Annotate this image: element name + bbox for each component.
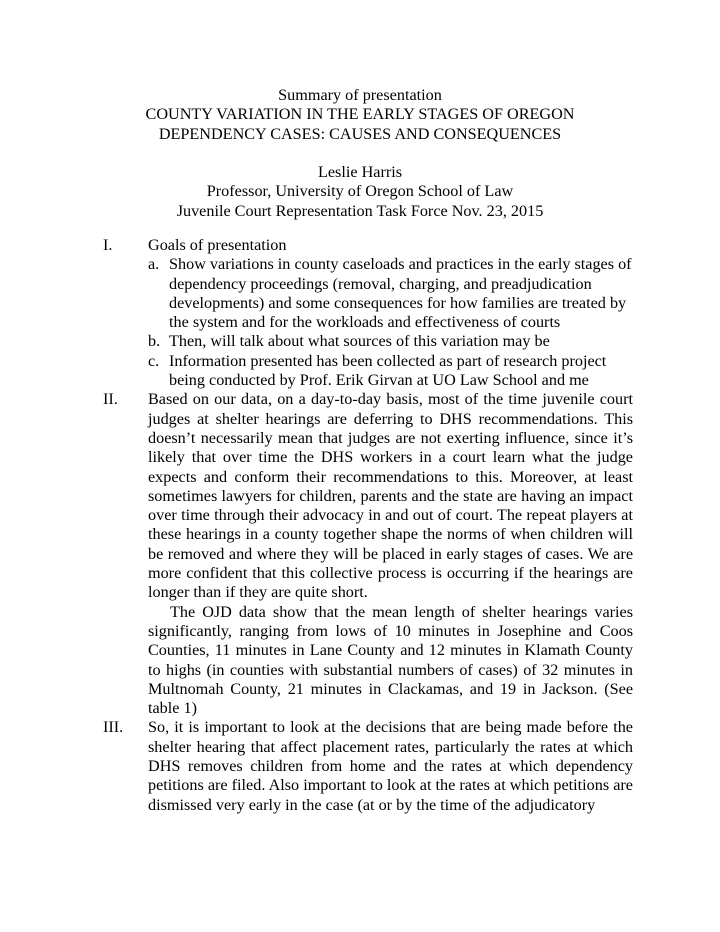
list-item-text: Information presented has been collected as part of research project being conducted by Prof. Erik Girvan at UO Law School and me (169, 351, 607, 390)
section-1 (0, 236, 720, 390)
section-paragraph: Based on our data, on a day-to-day basis, most of the time juvenile court judges at shelter hearings are deferring to DHS recommendations. This doesn’t necessarily mean that judges are not exerting influence, since it’s likely that over time the DHS workers in a court learn what the judge expects and conform their recommendations to this. Moreover, at least sometimes lawyers for children, parents and the state are having an impact over time through their advocacy in and out of court. The repeat players at these hearings in a county together shape the norms of when children will be removed and where they will be placed in early stages of cases. We are more confident that this collective process is occurring if the hearings are longer than if they are quite short. (148, 390, 633, 602)
author-affiliation: Professor, University of Oregon School of Law (206, 182, 514, 201)
author-name: Leslie Harris (317, 163, 403, 182)
list-item (148, 255, 634, 332)
summary-label: Summary of presentation (278, 86, 442, 104)
section-number: II. (103, 390, 118, 409)
sub-list (0, 255, 720, 390)
list-item-text: Then, will talk about what sources of this variation may be (169, 332, 550, 351)
document-header (0, 86, 720, 221)
list-item-text: Show variations in county caseloads and practices in the early stages of dependency proceedings (removal, charging, and preadjudication developments) and some consequences for how families are treated by the system and for the workloads and effectiveness of courts (169, 255, 632, 332)
section-paragraph: The OJD data show that the mean length of shelter hearings varies significantly, ranging from lows of 10 minutes in Josephine and Coos Counties, 11 minutes in Lane County and 12 minutes in Klamath County to highs (in counties with substantial numbers of cases) of 32 minutes in Multnomah County, 21 minutes in Clackamas, and 19 in Jackson. (See table 1) (148, 602, 633, 718)
section-number: III. (103, 718, 124, 737)
list-item-letter: c. (148, 351, 160, 370)
list-item (148, 332, 634, 351)
list-item-letter: b. (148, 332, 161, 351)
event-line: Juvenile Court Representation Task Force Nov. 23, 2015 (176, 201, 544, 220)
section-paragraph: So, it is important to look at the decisions that are being made before the shelter hearing that affect placement rates, particularly the rates at which DHS removes children from home and the rates at which dependency petitions are filed. Also important to look at the rates at which petitions are dismissed very early in the case (at or by the time of the adjudicatory (148, 718, 633, 814)
outline (0, 236, 720, 815)
section-3 (0, 718, 720, 814)
header-spacer (0, 144, 720, 163)
list-item (148, 352, 634, 391)
section-heading: Goals of presentation (148, 236, 287, 254)
title-line-1: COUNTY VARIATION IN THE EARLY STAGES OF OREGON (145, 105, 575, 124)
section-number: I. (103, 236, 113, 254)
section-2 (0, 390, 720, 718)
title-line-2: DEPENDENCY CASES: CAUSES AND CONSEQUENCES (158, 124, 562, 143)
list-item-letter: a. (148, 255, 160, 274)
